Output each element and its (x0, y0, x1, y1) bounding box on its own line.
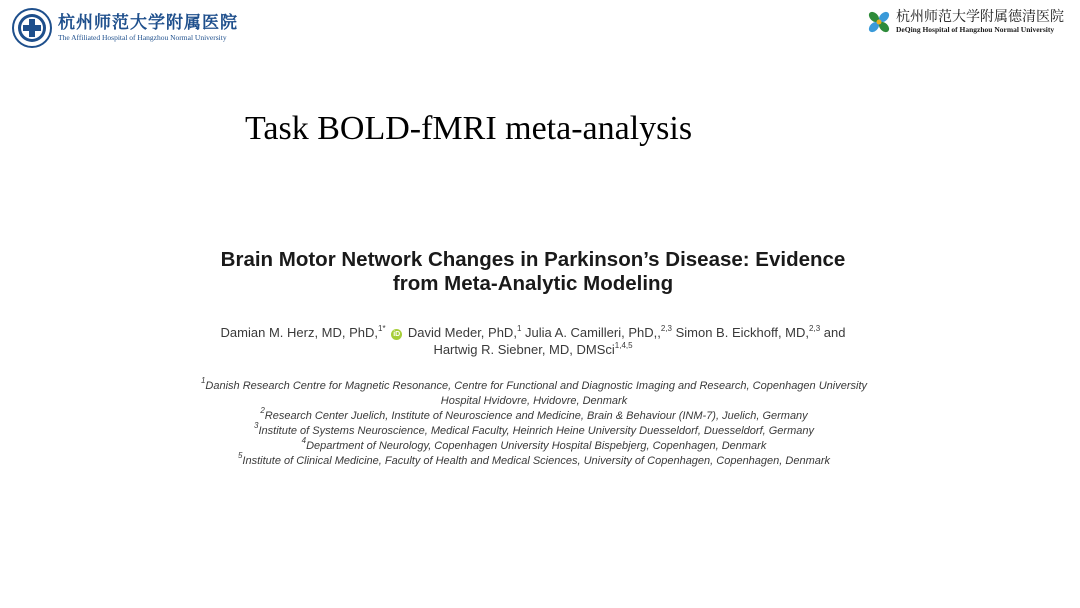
paper-title-line-1: Brain Motor Network Changes in Parkinson’s Disease: Evidence (220, 248, 846, 271)
author-name: Julia A. Camilleri, PhD,, (525, 325, 661, 340)
affiliation-item: $^4$Department of Neurology, Copenhagen University Hospital Bispebjerg, Copenhagen, Denmark (301, 436, 767, 452)
hospital-emblem-icon (12, 8, 52, 48)
orcid-icon[interactable]: iD (393, 331, 401, 338)
deqing-hospital-name-cn: 杭州师范大学附属德清医院 (896, 9, 1064, 25)
author-name: Hartwig R. Siebner, MD, DMSci (433, 342, 615, 357)
author-list (0, 324, 1066, 358)
paper-title (0, 248, 1066, 296)
affiliation-list (0, 376, 1068, 469)
slide-title: Task BOLD-fMRI meta-analysis (245, 110, 693, 147)
author-name: Damian M. Herz, MD, PhD, (220, 325, 379, 340)
author-name: Simon B. Eickhoff, MD, (675, 325, 810, 340)
affiliation-item-cont: Hospital Hvidovre, Hvidovre, Denmark (440, 395, 628, 407)
author-sup: 2,3 (660, 323, 672, 333)
affiliation-item: $^2$Research Center Juelich, Institute of Neuroscience and Medicine, Brain & Behaviour (INM-7), Juelich, Germany (260, 406, 808, 422)
leaf-logo-icon (866, 9, 892, 35)
affiliation-item: $^3$Institute of Systems Neuroscience, Medical Faculty, Heinrich Heine University Duesseldorf, Duesseldorf, Germany (254, 421, 814, 437)
author-sup: 1* (378, 323, 386, 333)
author-conjunction: and (823, 325, 846, 340)
deqing-hospital-logo (866, 9, 1064, 35)
affiliation-item: $^1$Danish Research Centre for Magnetic Resonance, Centre for Functional and Diagnostic Imaging and Research, Copenhagen University (200, 376, 868, 392)
paper-title-line-2: from Meta-Analytic Modeling (392, 272, 674, 295)
author-sup: 2,3 (809, 323, 821, 333)
affiliation-item: $^5$Institute of Clinical Medicine, Faculty of Health and Medical Sciences, University of Copenhagen, Copenhagen, Denmark (237, 451, 831, 467)
affiliated-hospital-logo (12, 8, 238, 48)
hospital-name-cn: 杭州师范大学附属医院 (58, 13, 238, 33)
deqing-hospital-name-en: DeQing Hospital of Hangzhou Normal University (896, 25, 1055, 34)
author-sup: 1,4,5 (614, 340, 633, 350)
author-sup: 1 (516, 323, 522, 333)
hospital-name-en: The Affiliated Hospital of Hangzhou Normal University (58, 33, 227, 42)
author-name: David Meder, PhD, (407, 325, 517, 340)
